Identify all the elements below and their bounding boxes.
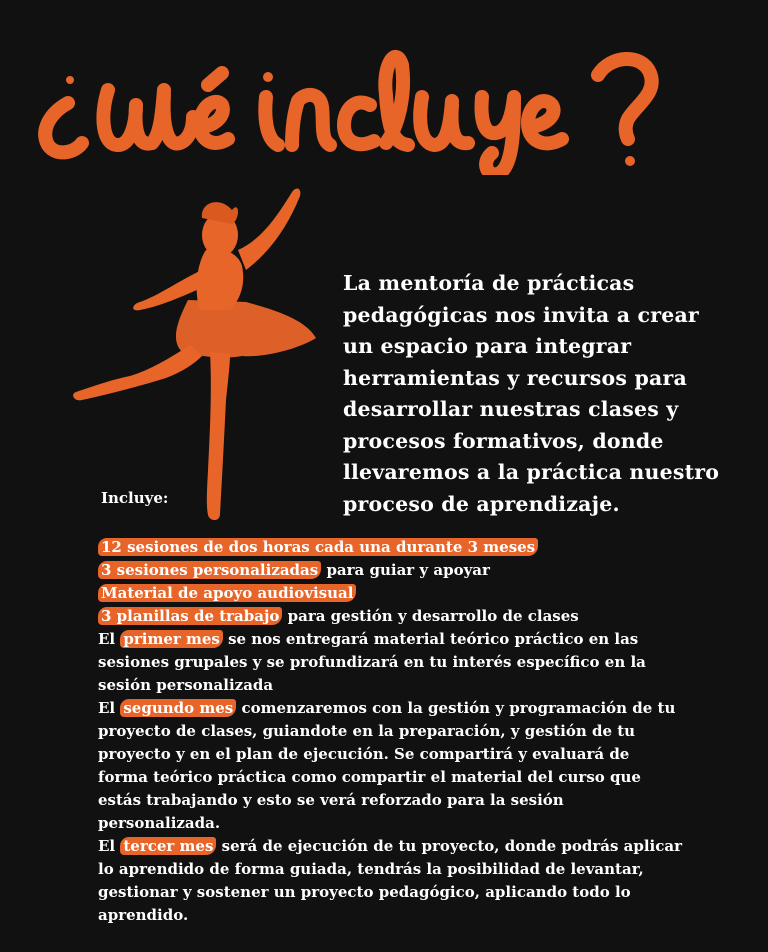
incluye-label: Incluye: — [101, 489, 169, 507]
month-line: sesiones grupales y se profundizará en tu interés específico en la — [98, 653, 646, 671]
intro-line: un espacio para integrar — [343, 334, 632, 358]
item-highlight: 3 sesiones personalizadas — [98, 561, 321, 579]
month-prefix: El — [98, 699, 121, 717]
item-text: para guiar y apoyar — [321, 561, 490, 579]
list-item — [98, 559, 738, 582]
month-highlight: tercer mes — [120, 837, 216, 855]
month-paragraph-3 — [98, 835, 738, 927]
list-item — [98, 536, 738, 559]
intro-line: La mentoría de prácticas — [343, 271, 635, 295]
item-highlight: 3 planillas de trabajo — [98, 607, 282, 625]
intro-line: proceso de aprendizaje. — [343, 491, 620, 516]
month-highlight: segundo mes — [120, 699, 236, 717]
includes-list — [98, 536, 738, 927]
item-text: para gestión y desarrollo de clases — [282, 607, 579, 625]
month-paragraph-1 — [98, 628, 738, 697]
month-prefix: El — [98, 630, 121, 648]
month-line: comenzaremos con la gestión y programación de tu — [236, 699, 676, 717]
intro-line: desarrollar nuestras clases y — [343, 397, 679, 421]
month-line: será de ejecución de tu proyecto, donde podrás aplicar — [216, 837, 682, 855]
month-paragraph-2 — [98, 697, 738, 835]
month-line: aprendido. — [98, 906, 189, 924]
intro-line: procesos formativos, donde — [343, 428, 664, 453]
month-line: proyecto de clases, guiandote en la preparación, y gestión de tu — [98, 722, 636, 740]
month-line: sesión personalizada — [98, 676, 274, 694]
item-highlight: Material de apoyo audiovisual — [98, 584, 356, 602]
list-item — [98, 605, 738, 628]
month-line: estás trabajando y esto se verá reforzado para la sesión — [98, 791, 564, 809]
month-line: gestionar y sostener un proyecto pedagógico, aplicando todo lo — [98, 883, 631, 901]
month-line: se nos entregará material teórico práctico en las — [222, 630, 639, 648]
month-line: lo aprendido de forma guiada, tendrás la posibilidad de levantar, — [98, 860, 644, 878]
month-prefix: El — [98, 837, 121, 855]
list-item — [98, 582, 738, 605]
month-line: forma teórico práctica como compartir el material del curso que — [98, 768, 641, 786]
intro-line: pedagógicas nos invita a crear — [343, 302, 699, 327]
dancer-illustration — [70, 180, 330, 530]
intro-line: llevaremos a la práctica nuestro — [343, 460, 720, 484]
intro-line: herramientas y recursos para — [343, 365, 687, 390]
month-highlight: primer mes — [120, 630, 223, 648]
intro-text — [343, 268, 743, 520]
item-highlight: 12 sesiones de dos horas cada una durante 3 meses — [98, 538, 538, 556]
month-line: personalizada. — [98, 814, 221, 832]
month-line: proyecto y en el plan de ejecución. Se compartirá y evaluará de — [98, 745, 630, 763]
title-lettering — [30, 35, 730, 175]
